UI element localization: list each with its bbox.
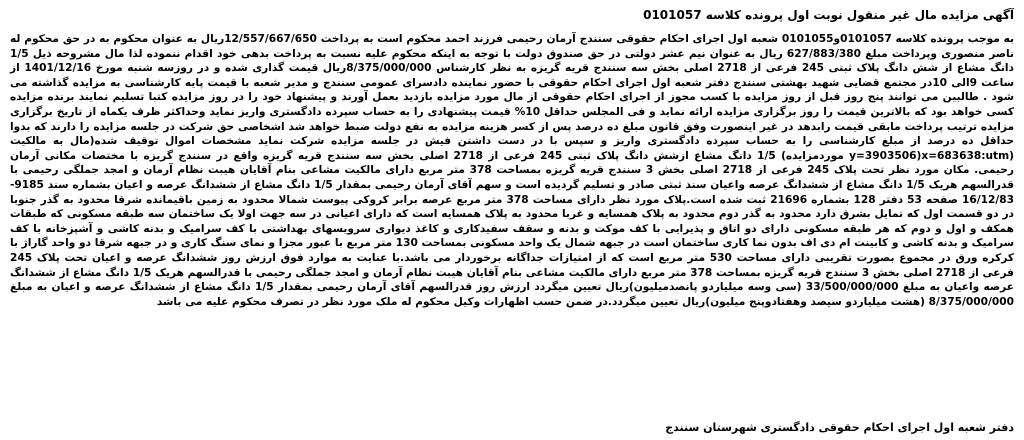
notice-body: به موجب پرونده کلاسه 0101057و0101055 شعبه اول اجرای احکام حقوقی سنندج آرمان رحیمی فرزند احمد محکوم است به پرداخت 12/557/667/650ریال به عنوان محکوم به در حق محکوم له ناصر منصوری وپرداخت مبلغ 627/883/380 ریال به عنوان نیم عشر دولتی در حق صندوق دولت با توجه به اینکه محکوم علیه نسبت به پرداخت بدهی خود اقدام ننموده لذا مال مشروحه ذیل 1/5 دانگ مشاع از شش دانگ پلاک ثبتی 245 فرعی از 2718 اصلی بخش سه سنندج قریه گریزه به نظر کارشناس 8/375/000/000ریال قیمت گذاری شده و در روزسه شنبه مورخ 1401/12/16 از ساعت 9الی 10در مجتمع قضایی شهید بهشتی سنندج دفتر شعبه اول اجرای احکام حقوقی با حضور نماینده دادسرای عمومی سنندج و مدیر شعبه با قیمت پایه کارشناسی به مزایده گذاشته می شود . طالبین می توانند پنج روز قبل از روز مزایده با کسب مجوز از اجرای احکام حقوقی از مال مورد مزایده بازدید بعمل آورند و پیشنهاد خود را در روز مزایده کتبا تسلیم نمایند برنده مزایده کسی خواهد بود که بالاترین قیمت را روز برگزاری مزایده ارائه نماید و فی المجلس حداقل 10% قیمت پیشنهادی را به حساب سپرده دادگستری واریز نماید وحداکثر ظرف یکماه از تاریخ برگزاری مزایده ترتیب پرداخت مابقی قیمت رابدهد در غیر اینصورت وفق قانون مبلغ ده درصد پس از کسر هزینه مزایده به نفع دولت ضبط خواهد شد اشخاصی حق شرکت در جلسه مزایده را دارند که بدوا حداقل ده درصد از مبلغ کارشناسی را به حساب سپرده دادگستری واریز و سپس با در دست داشتن فیش در جلسه مزایده شرکت نماید مشخصات اموال توقیف شده(مال به مالکیت (x=683638:utm(y=3903506 موردمزایده) 1/5 دانگ مشاع ازشش دانگ پلاک ثبتی 245 فرعی از 2718 اصلی بخش سه سنندج قریه گریزه واقع در سنندج گریزه با مختصات مکانی آرمان رحیمی. مکان مورد نظر تحت پلاک 245 فرعی از 2718 اصلی بخش 3 سنندج قریه گریزه بمساحت 378 متر مربع دارای مالکیت مشاعی بنام آقایان هیبت نظام آرمان و امجد جملگی رحیمی با قدرالسهم هریک 1/5 دانگ مشاع از ششدانگ عرصه واعیان سند ثبتی صادر و تسلیم گردیده است و سهم آقای آرمان رحیمی بمقدار 1/5 دانگ مشاع از ششدانگ عرصه و اعیان بشماره سند 9185-16/12/83 صفحه 53 دفتر 128 بشماره 21696 ثبت شده است.پلاک مورد نظر دارای مساحت 378 متر مربع عرصه برابر کروکی پیوست شمالا محدود به زمین باقیمانده شرقا محدود به گذر جنوبا در دو قسمت اول که تمایل بشرق دارد محدود به گذر دوم محدود به پلاک همسایه و غربا محدود به پلاک همسایه است که دارای اعیانی در سه جهت اولا یک ساختمان سه طبقه مسکونی که طبقات همکف و اول و دوم که هر طبقه مسکونی دارای دو اتاق و پذیرایی با کف موکت و بدنه و سقف سفیدکاری و کاغذ دیواری سرویسهای بهداشتی با کف سرامیک و بدنه کاشی و آشپزخانه با کف سرامیک و بدنه کاشی و کابینت ام دی اف بدون نما کاری ساختمان است در جبهه شمال یک واحد مسکونی بمساحت 130 متر مربع با عبور مجزا و نمای سنگ کاری و در جبهه شرقا دو واحد گاراژ با کرکره ورق در مجموع بصورت تقریبی دارای مساحت 530 متر مربع است که از امتیازات جداگانه برخوردار می باشد.با عنایت به موارد فوق ارزش روز ششدانگ عرصه و اعیان تحت پلاک 245 فرعی از 2718 اصلی بخش 3 سنندج قریه گریزه بمساحت 378 متر مربع دارای مالکیت مشاعی بنام آقایان هیبت نظام آرمان و امجد جملگی رحیمی با قدرالسهم هریک 1/5 دانگ مشاع از ششدانگ عرصه واعیان به مبلغ 33/500/000/000 (سی وسه میلیاردو پانصدمیلیون)ریال تعیین میگردد ارزش روز قدرالسهم آقای آرمان رحیمی بمقدار 1/5 دانگ مشاع از ششدانگ عرصه و اعیان به مبلغ 8/375/000/000 (هشت میلیاردو سیصد وهفتادوپنج میلیون)ریال تعیین میگردد.در ضمن حسب اظهارات وکیل محکوم له ملک مورد نظر در تصرف محکوم علیه می باشد	[10, 33, 1015, 308]
notice-footer: دفتر شعبه اول اجرای احکام حقوقی دادگستری شهرستان سنندج	[665, 421, 1014, 434]
notice-title: آگهی مزایده مال غیر منقول نوبت اول پرونده کلاسه 0101057	[643, 8, 1014, 22]
